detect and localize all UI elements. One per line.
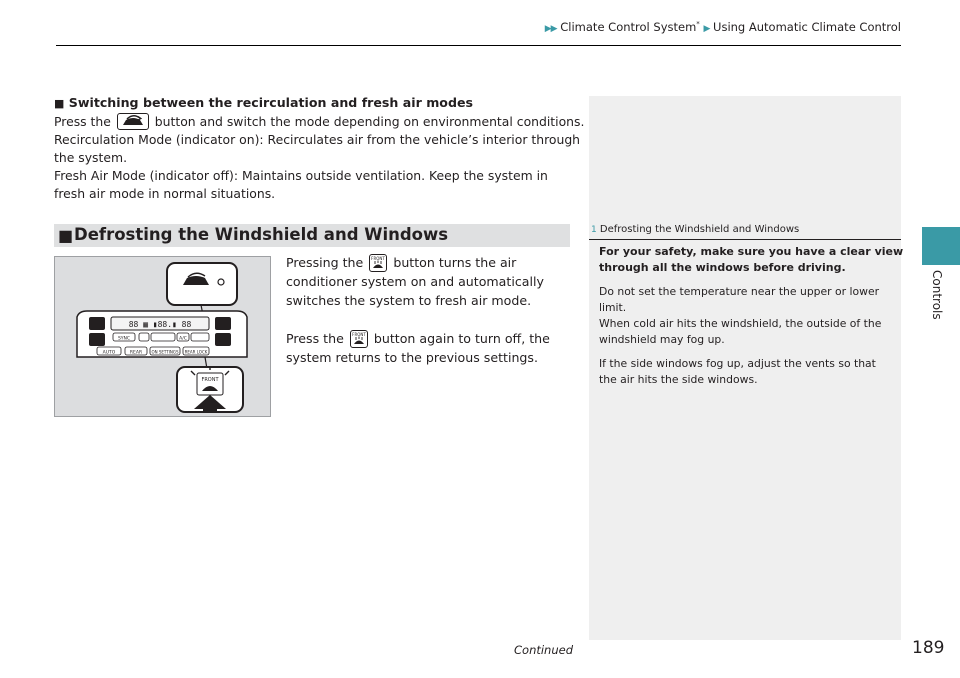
paragraph-line: Fresh Air Mode (indicator off): Maintains outside ventilation. Keep the system in (54, 168, 548, 183)
paragraph-line: Pressing the FRONT button turns the air (286, 255, 517, 270)
paragraph-line: Press the FRONT button again to turn off, the (286, 331, 550, 346)
front-defrost-button-icon (350, 330, 368, 348)
note-line: limit. (599, 301, 627, 314)
front-defrost-button-icon (369, 254, 387, 272)
note-line: Do not set the temperature near the upper or lower (599, 285, 880, 298)
square-bullet-icon: ■ (58, 226, 74, 245)
note-warning-line: through all the windows before driving. (599, 261, 846, 274)
square-bullet-icon: ■ (54, 97, 65, 110)
paragraph-line: Recirculation Mode (indicator on): Recirculates air from the vehicle’s interior through (54, 132, 581, 147)
note-line: windshield may fog up. (599, 333, 725, 346)
breadcrumb-item: Using Automatic Climate Control (713, 20, 901, 34)
on-settings-button-label: ON SETTINGS (151, 349, 179, 355)
notes-sidebar (589, 96, 904, 640)
paragraph-line: system returns to the previous settings. (286, 350, 538, 365)
breadcrumb (0, 20, 901, 34)
header-divider (56, 45, 901, 46)
paragraph-line: fresh air mode in normal situations. (54, 186, 276, 201)
note-heading: 1 Defrosting the Windshield and Windows (591, 224, 800, 235)
svg-text:88 ▦ ▮88.▮ 88: 88 ▦ ▮88.▮ 88 (128, 320, 192, 329)
defrost-instructions (286, 253, 566, 367)
note-number: 1 (591, 225, 597, 235)
auto-button-label: AUTO (102, 350, 116, 356)
chapter-tab-marker (922, 227, 960, 265)
recirculation-button-icon (117, 113, 149, 130)
paragraph-line: switches the system to fresh air mode. (286, 293, 532, 308)
rear-lock-button-label: REAR LOCK (184, 349, 208, 355)
footnote-marker: * (696, 20, 700, 29)
breadcrumb-arrow-icon: ▶ (703, 24, 710, 34)
section-title-bar (54, 224, 570, 247)
note-line: If the side windows fog up, adjust the vents so that (599, 357, 876, 370)
paragraph-line: the system. (54, 150, 128, 165)
sync-button-label: SYNC (117, 336, 131, 342)
note-line: When cold air hits the windshield, the outside of the (599, 317, 882, 330)
ac-button-label: A/C (179, 336, 187, 342)
note-body (599, 244, 904, 388)
note-divider (589, 239, 901, 240)
chapter-tab-label: Controls (930, 270, 944, 320)
breadcrumb-item: Climate Control System (560, 20, 697, 34)
breadcrumb-arrow-icon: ▶▶ (544, 24, 557, 34)
paragraph-line: conditioner system on and automatically (286, 274, 544, 289)
svg-text:FRONT: FRONT (371, 255, 386, 261)
continued-label: Continued (514, 643, 574, 657)
page-number: 189 (912, 638, 945, 658)
section-heading: ■ Switching between the recirculation and fresh air modes (54, 95, 474, 110)
climate-panel-illustration (54, 256, 271, 417)
recirculation-section (54, 94, 585, 203)
front-defrost-button-label: FRONT (201, 377, 219, 383)
svg-text:FRONT: FRONT (352, 331, 366, 337)
climate-panel-drawing (55, 257, 270, 416)
rear-button-label: REAR (129, 350, 143, 356)
note-line: the air hits the side windows. (599, 373, 758, 386)
section-title: Defrosting the Windshield and Windows (74, 225, 449, 244)
paragraph-line: Press the button and switch the mode depending on environmental conditions. (54, 114, 585, 129)
note-warning-line: For your safety, make sure you have a clear view (599, 245, 904, 258)
